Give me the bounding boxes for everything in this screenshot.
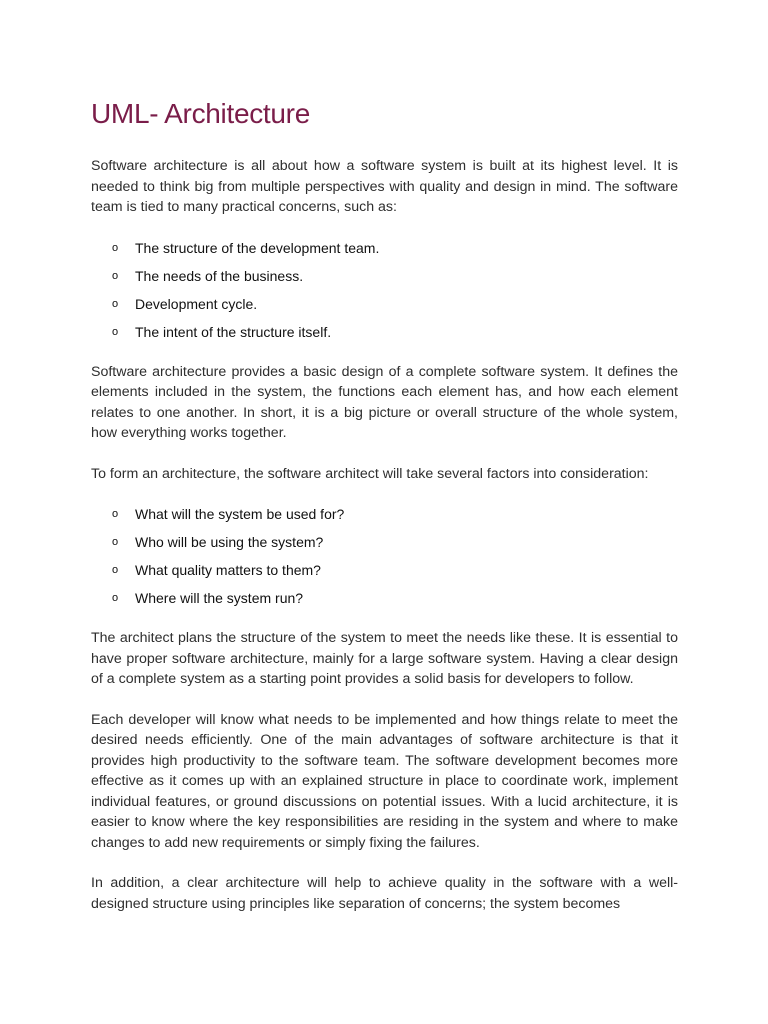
list-item-text: The structure of the development team. (135, 239, 380, 256)
factors-list (91, 504, 678, 608)
bullet-icon: o (112, 564, 119, 576)
list-item-text: Development cycle. (135, 295, 258, 312)
bullet-icon: o (112, 297, 119, 310)
list-item-text: Who will be using the system? (135, 534, 324, 550)
list-item-text: The needs of the business. (135, 267, 304, 284)
list-item (91, 504, 678, 524)
intro-paragraph: Software architecture is all about how a software system is built at its highest level. It is needed to think big from multiple perspectives with quality and design in mind. The software team is tied to many practical concerns, such as: (91, 158, 678, 215)
list-item (91, 322, 678, 342)
list-item-text: Where will the system run? (135, 590, 304, 606)
concerns-list (91, 238, 678, 342)
bullet-icon: o (112, 269, 119, 282)
list-item (91, 238, 678, 258)
architecture-definition-paragraph: Software architecture provides a basic design of a complete software system. It defines the elements included in the system, the functions each element has, and how each element relates to one another. In short, it is a big picture or overall structure of the whole system, how everything works together. (91, 363, 678, 441)
document-body (91, 96, 678, 934)
quality-paragraph: In addition, a clear architecture will help to achieve quality in the software with a well-designed structure using principles like separation of concerns; the system becomes (91, 875, 678, 912)
bullet-icon: o (112, 241, 119, 254)
bullet-icon: o (112, 592, 119, 604)
list-item (91, 588, 678, 608)
developer-benefits-paragraph: Each developer will know what needs to be implemented and how things relate to meet the desired needs efficiently. One of the main advantages of software architecture is that it provides high productivity to the software team. The software development becomes more effective as it comes up with an explained structure in place to coordinate work, implement individual features, or ground discussions on potential issues. With a lucid architecture, it is easier to know where the key responsibilities are residing in the system and where to make changes to add new requirements or simply fixing the failures. (91, 711, 678, 851)
bullet-icon: o (112, 536, 119, 548)
list-item (91, 560, 678, 580)
list-item-text: The intent of the structure itself. (135, 323, 332, 340)
bullet-icon: o (112, 325, 119, 338)
list-item-text: What quality matters to them? (135, 562, 321, 578)
architect-plans-paragraph: The architect plans the structure of the system to meet the needs like these. It is essential to have proper software architecture, mainly for a large software system. Having a clear design of a complete system as a starting point provides a solid basis for developers to follow. (91, 630, 678, 687)
list-item (91, 294, 678, 314)
page-title: UML- Architecture (91, 98, 310, 129)
list-item-text: What will the system be used for? (135, 506, 345, 522)
bullet-icon: o (112, 508, 119, 520)
list-item (91, 532, 678, 552)
factors-intro-paragraph: To form an architecture, the software architect will take several factors into consideration: (91, 465, 649, 482)
list-item (91, 266, 678, 286)
